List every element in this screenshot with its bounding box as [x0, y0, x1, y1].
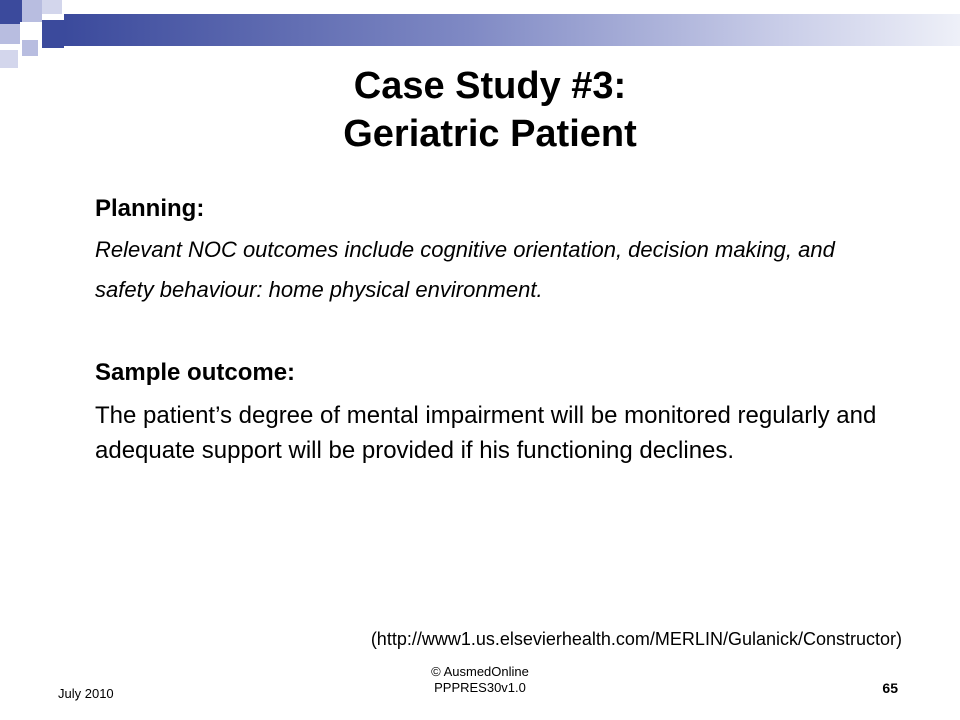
safety-behaviour-text: safety behaviour: home physical environment. — [95, 277, 543, 302]
decor-square — [42, 0, 62, 14]
slide-title — [180, 62, 800, 158]
noc-outcomes-text: Relevant NOC outcomes include cognitive orientation, decision making, and — [95, 237, 835, 262]
decor-square — [0, 0, 22, 24]
sample-outcome-heading: Sample outcome: — [95, 359, 296, 386]
decor-square — [22, 0, 42, 22]
footer-center — [380, 664, 580, 696]
decor-square — [0, 24, 20, 44]
source-citation: (http://www1.us.elsevierhealth.com/MERLIN/Gulanick/Constructor) — [370, 629, 902, 649]
slide-content — [95, 192, 895, 468]
slide-title-line1: Case Study #3: — [353, 65, 627, 107]
sample-outcome-text: The patient’s degree of mental impairment will be monitored regularly and adequate support will be provided if his functioning declines. — [95, 402, 877, 464]
decor-square — [0, 50, 18, 68]
footer-code: PPPRES30v1.0 — [434, 680, 526, 695]
footer-copyright: © AusmedOnline — [431, 664, 529, 679]
decor-square — [22, 40, 38, 56]
header-gradient-band — [64, 14, 960, 46]
page-number: 65 — [882, 680, 898, 696]
decor-square — [20, 22, 38, 40]
footer-date: July 2010 — [58, 686, 114, 701]
decor-square — [42, 20, 64, 48]
slide-title-line2: Geriatric Patient — [343, 113, 637, 155]
planning-heading: Planning: — [95, 195, 205, 222]
